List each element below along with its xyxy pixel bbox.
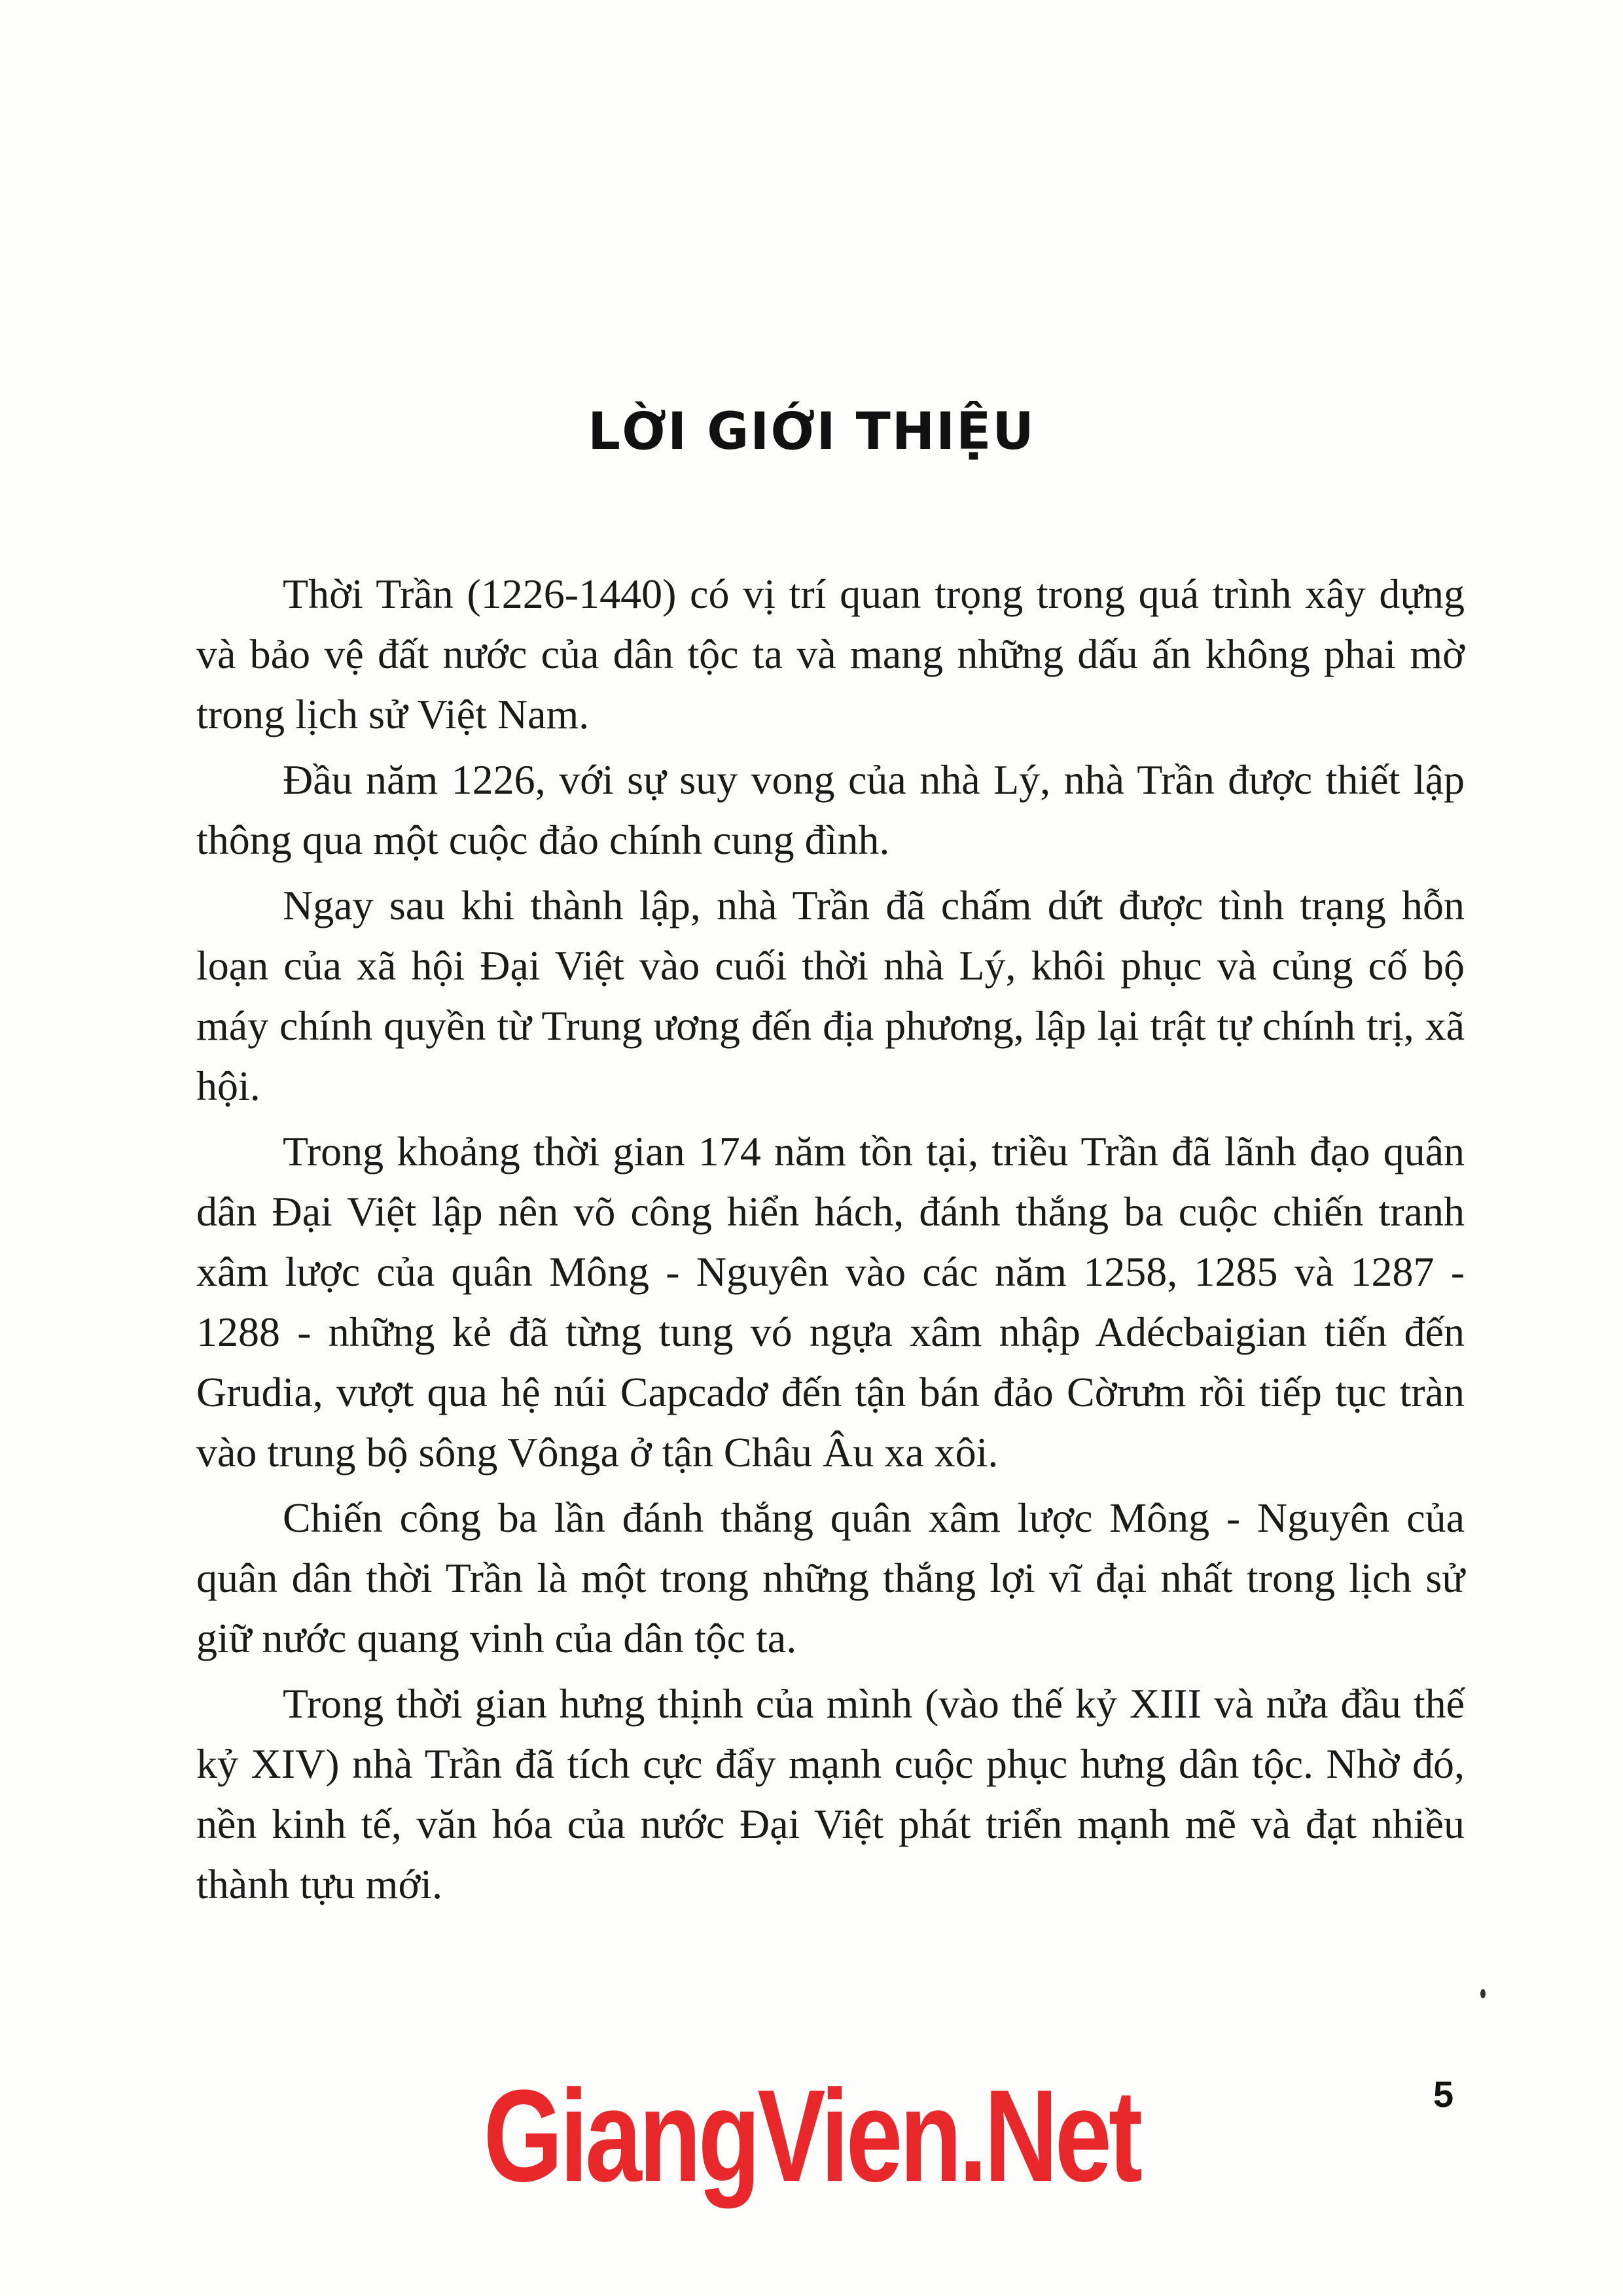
paragraph: Ngay sau khi thành lập, nhà Trần đã chấm dứt được tình trạng hỗn loạn của xã hội Đại Việt vào cuối thời nhà Lý, khôi phục và củng cố bộ máy chính quyền từ Trung ương đến địa phương, lập lại trật tự chính trị, xã hội. xyxy=(196,882,1465,1109)
paragraph: Thời Trần (1226-1440) có vị trí quan trọng trong quá trình xây dựng và bảo vệ đất nước của dân tộc ta và mang những dấu ấn không phai mờ trong lịch sử Việt Nam. xyxy=(196,571,1465,737)
paragraph: Chiến công ba lần đánh thắng quân xâm lược Mông - Nguyên của quân dân thời Trần là một trong những thắng lợi vĩ đại nhất trong lịch sử giữ nước quang vinh của dân tộc ta. xyxy=(196,1494,1465,1661)
paragraph: Trong khoảng thời gian 174 năm tồn tại, triều Trần đã lãnh đạo quân dân Đại Việt lập nên võ công hiển hách, đánh thắng ba cuộc chiến tranh xâm lược của quân Mông - Nguyên vào các năm 1258, 1285 và 1287 - 1288 - những kẻ đã từng tung vó ngựa xâm nhập Adécbaigian tiến đến Grudia, vượt qua hệ núi Capcadơ đến tận bán đảo Cờrưm rồi tiếp tục tràn vào trung bộ sông Vônga ở tận Châu Âu xa xôi. xyxy=(196,1128,1465,1475)
scan-speck xyxy=(1480,1989,1486,1998)
watermark: GiangVien.Net xyxy=(483,2063,1140,2209)
page-title: LỜI GIỚI THIỆU xyxy=(588,402,1035,461)
page-number: 5 xyxy=(1433,2074,1454,2115)
paragraph: Trong thời gian hưng thịnh của mình (vào thế kỷ XIII và nửa đầu thế kỷ XIV) nhà Trần đã tích cực đẩy mạnh cuộc phục hưng dân tộc. Nhờ đó, nền kinh tế, văn hóa của nước Đại Việt phát triển mạnh mẽ và đạt nhiều thành tựu mới. xyxy=(196,1680,1465,1907)
body-text xyxy=(196,564,1465,1920)
paragraph: Đầu năm 1226, với sự suy vong của nhà Lý, nhà Trần được thiết lập thông qua một cuộc đảo chính cung đình. xyxy=(196,756,1465,863)
